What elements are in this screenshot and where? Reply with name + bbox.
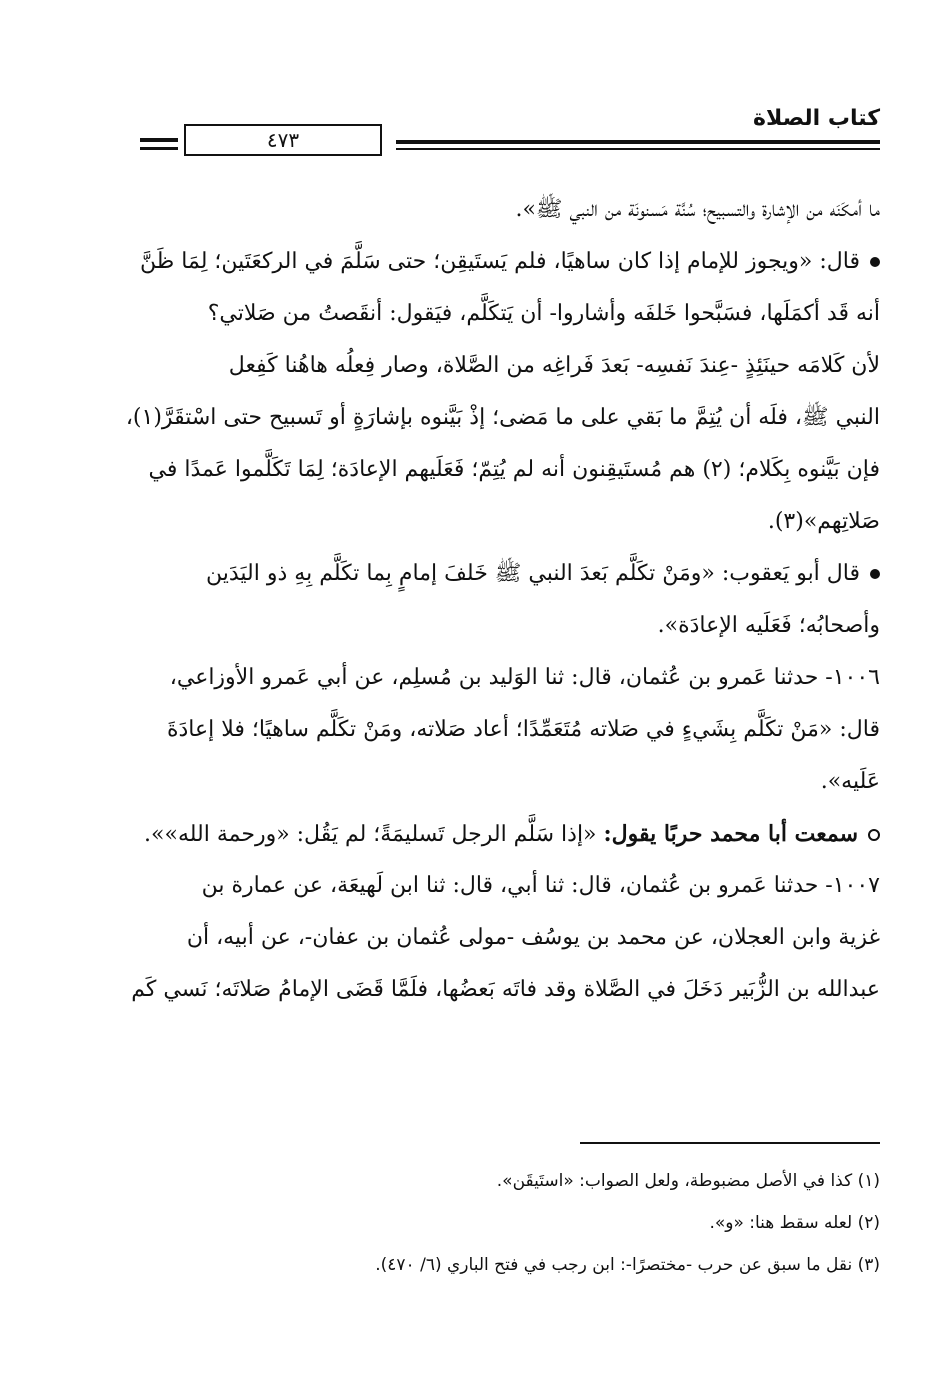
text-line: فإن بَيَّنوه بِكَلام؛ (٢) هم مُستَيقِنون أنه لم يُتِمّ؛ فَعَلَيهم الإعادَة؛ لِمَا تَكَلَّموا عَمدًا في — [148, 457, 880, 482]
text-line: أنه قَد أكمَلَها، فسَبَّحوا خَلفَه وأشاروا- أن يَتكَلَّم، فيَقول: أنقَصتُ من صَلاتي؟ — [207, 301, 880, 326]
page-number: ٤٧٣ — [184, 124, 382, 156]
text-line: عَلَيه». — [820, 769, 880, 794]
text-line: قال: «مَنْ تكَلَّم بِشَيءٍ في صَلاته مُتَعَمِّدًا؛ أعاد صَلاته، ومَنْ تكَلَّم ساهيًا؛ فلا إعادَةَ — [166, 717, 880, 742]
text-line: ١٠٠٧- حدثنا عَمرو بن عُثمان، قال: ثنا أبي، قال: ثنا ابن لَهيعَة، عن عمارة بن — [201, 873, 880, 898]
text-line: ١٠٠٦- حدثنا عَمرو بن عُثمان، قال: ثنا الوَليد بن مُسلِم، عن أبي عَمرو الأوزاعي، — [169, 665, 880, 690]
book-title: كتاب الصلاة — [753, 106, 880, 131]
body-text — [125, 184, 880, 1016]
header-ornament — [140, 147, 178, 150]
text-line: عبدالله بن الزُّبَير دَخَلَ في الصَّلاة وقد فاتَه بَعضُها، فلَمَّا قَضَى الإمامُ صَلاتَه؛ نَسي كَم — [131, 977, 880, 1002]
text-line: ما أمكَنَه من الإشارة والتسبيح؛ سُنَّة مَسنونَة من النبي ﷺ». — [515, 197, 880, 222]
footnote: (١) كذا في الأصل مضبوطة، ولعل الصواب: «استَيقَن». — [496, 1171, 880, 1191]
header-rule-thin — [396, 148, 880, 150]
text-line: وأصحابُه؛ فَعَلَيه الإعادَة». — [657, 613, 880, 638]
page-header — [140, 100, 880, 160]
narrator-phrase: سمعت أبا محمد حربًا يقول: — [603, 821, 858, 847]
text-line: سمعت أبا محمد حربًا يقول: «إذا سَلَّم الرجل تَسليمَةً؛ لم يَقُل: «ورحمة الله»». — [138, 808, 880, 860]
bullet-icon — [870, 569, 880, 579]
footnote: (٣) نقل ما سبق عن حرب -مختصرًا-: ابن رجب في فتح الباري (٦/ ٤٧٠). — [375, 1255, 880, 1275]
footnotes — [138, 1160, 880, 1286]
header-ornament — [140, 138, 178, 142]
text-line: قال أبو يَعقوب: «ومَنْ تكَلَّم بَعدَ النبي ﷺ خَلفَ إمامٍ بِما تكَلَّم بِهِ ذو اليَدَين — [138, 548, 880, 600]
text-line: قال: «ويجوز للإمام إذا كان ساهيًا، فلم يَستَيقِن؛ حتى سَلَّمَ في الركعَتَين؛ لِمَا ظَنَّ — [138, 236, 880, 288]
text-line: لأن كَلامَه حينَئِذٍ -عِندَ نَفسِه- بَعدَ فَراغِه من الصَّلاة، وصار فِعلُه هاهُنا كَفِعل — [228, 353, 880, 378]
text-line: صَلاتِهم»(٣). — [767, 509, 880, 534]
text-line: غزية وابن العجلان، عن محمد بن يوسُف -مولى عُثمان بن عفان-، عن أبيه، أن — [186, 925, 880, 950]
header-rule — [396, 140, 880, 144]
text-line: النبي ﷺ، فلَه أن يُتِمَّ ما بَقي على ما مَضى؛ إذْ بَيَّنوه بإشارَةٍ أو تَسبيح حتى اسْتقَرَّ(١)، — [125, 405, 880, 430]
circle-marker-icon — [868, 829, 880, 841]
footnote: (٢) لعله سقط هنا: «و». — [709, 1213, 880, 1233]
bullet-icon — [870, 257, 880, 267]
footnote-separator — [580, 1142, 880, 1144]
